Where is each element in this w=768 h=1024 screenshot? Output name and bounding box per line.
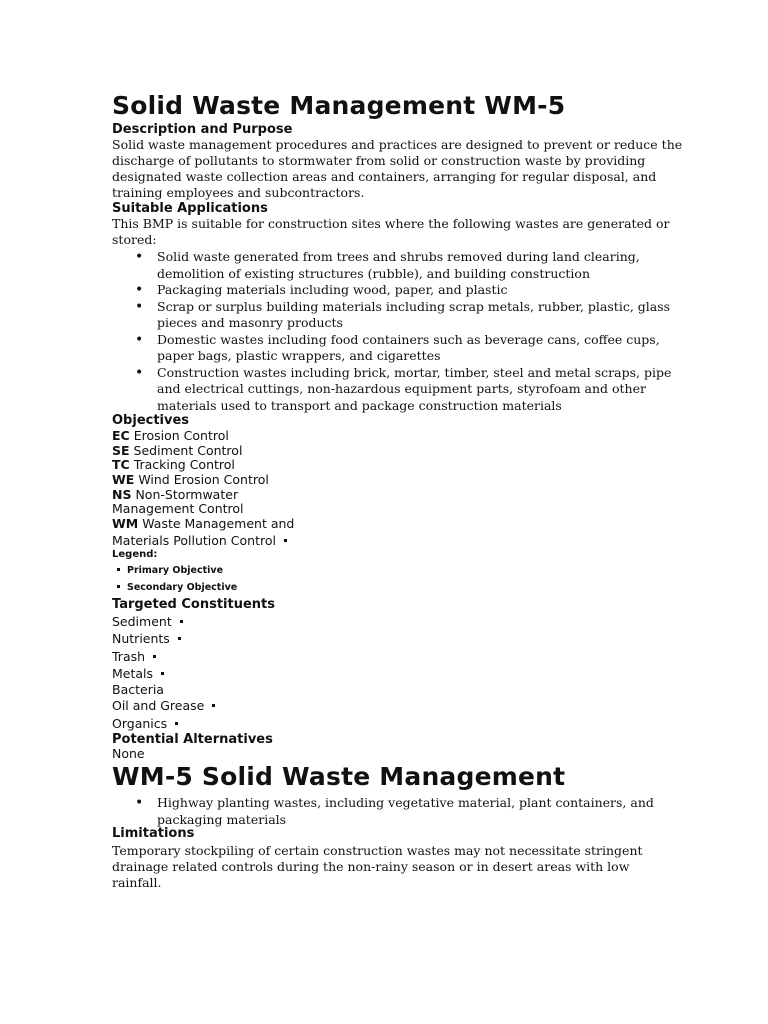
description-heading: Description and Purpose: [112, 122, 293, 137]
list-item-line: demolition of existing structures (rubble), and building construction: [157, 265, 590, 281]
legend-primary: [117, 565, 223, 577]
bullet-icon: •: [135, 331, 144, 348]
constituent-bacteria: [112, 682, 164, 697]
legend-label: Primary Objective: [127, 565, 224, 576]
description-line: Solid waste management procedures and practices are designed to prevent or reduce the: [112, 137, 683, 152]
objective-code: NS: [112, 487, 132, 502]
limitations-line: drainage related controls during the non-rainy season or in desert areas with low: [112, 859, 630, 874]
suitable-applications-line: stored:: [112, 232, 157, 247]
legend-label: Secondary Objective: [127, 582, 238, 593]
list-item: [112, 332, 671, 365]
marker-icon: [212, 704, 215, 707]
constituent-label: Sediment: [112, 614, 172, 629]
limitations-text: [112, 843, 672, 891]
marker-icon: [178, 637, 181, 640]
constituent-label: Organics: [112, 716, 168, 731]
waste-types-list: [112, 249, 671, 414]
suitable-applications-line: This BMP is suitable for construction sites where the following wastes are generated or: [112, 216, 670, 231]
description-line: discharge of pollutants to stormwater from solid or construction waste by providing: [112, 153, 646, 168]
objective-we: [112, 472, 269, 487]
list-item: [112, 795, 654, 828]
suitable-applications-heading: Suitable Applications: [112, 201, 268, 216]
constituent-trash: [112, 649, 156, 664]
list-item: [112, 365, 671, 415]
objective-ec: [112, 428, 229, 443]
constituent-label: Bacteria: [112, 682, 164, 697]
potential-alternatives-value: None: [112, 746, 145, 761]
objective-label: Tracking Control: [133, 457, 235, 472]
list-item-line: Solid waste generated from trees and shrubs removed during land clearing,: [157, 249, 640, 264]
potential-alternatives-heading: Potential Alternatives: [112, 732, 273, 747]
bullet-icon: •: [135, 249, 144, 265]
objective-label: Materials Pollution Control: [112, 533, 276, 548]
constituent-nutrients: [112, 631, 181, 646]
constituent-organics: [112, 716, 178, 731]
objective-label: Waste Management and: [142, 516, 295, 531]
constituent-label: Trash: [112, 649, 146, 664]
primary-marker-icon: [117, 568, 120, 571]
objective-label: Wind Erosion Control: [138, 472, 269, 487]
description-text: [112, 137, 683, 201]
objective-ns: [112, 487, 238, 502]
marker-icon: [180, 620, 183, 623]
objective-code: WM: [112, 516, 139, 531]
page-title: Solid Waste Management WM-5: [112, 91, 566, 120]
objective-code: SE: [112, 443, 130, 458]
objective-code: EC: [112, 428, 130, 443]
section-title: WM-5 Solid Waste Management: [112, 762, 566, 791]
objective-wm: [112, 516, 294, 531]
marker-icon: [153, 655, 156, 658]
list-item-line: packaging materials: [157, 811, 287, 827]
list-item-line: and electrical cuttings, non-hazardous equipment parts, styrofoam and other: [157, 381, 646, 396]
bullet-icon: •: [135, 364, 144, 381]
objective-code: TC: [112, 457, 130, 472]
list-item-line: paper bags, plastic wrappers, and cigarettes: [157, 348, 441, 363]
objective-label: Sediment Control: [133, 443, 243, 458]
objectives-heading: Objectives: [112, 413, 190, 428]
marker-icon: [175, 722, 178, 725]
list-item-line: Packaging materials including wood, paper, and plastic: [157, 282, 508, 297]
bullet-icon: •: [135, 795, 144, 811]
secondary-marker-icon: [117, 585, 120, 588]
objective-se: [112, 443, 242, 458]
constituent-label: Metals: [112, 666, 154, 681]
description-line: training employees and subcontractors.: [112, 185, 365, 200]
constituent-label: Nutrients: [112, 631, 170, 646]
bullet-icon: •: [135, 298, 144, 315]
list-item-line: Scrap or surplus building materials including scrap metals, rubber, plastic, glass: [157, 298, 671, 314]
limitations-heading: Limitations: [112, 826, 195, 841]
targeted-constituents-heading: Targeted Constituents: [112, 597, 275, 612]
objective-wm-continued: [112, 533, 287, 548]
constituent-oil-and-grease: [112, 698, 215, 713]
list-item: [112, 249, 671, 282]
bullet-icon: •: [135, 282, 144, 298]
objective-code: WE: [112, 472, 135, 487]
suitable-applications-text: [112, 216, 672, 248]
constituent-sediment: [112, 614, 183, 629]
list-item-line: Highway planting wastes, including vegetative material, plant containers, and: [157, 795, 654, 810]
list-item-line: materials used to transport and package construction materials: [157, 397, 562, 413]
objective-tc: [112, 457, 235, 472]
list-item: [112, 282, 671, 299]
objective-label: Non-Stormwater: [135, 487, 239, 502]
description-line: designated waste collection areas and containers, arranging for regular disposal, and: [112, 169, 657, 184]
limitations-line: rainfall.: [112, 875, 162, 890]
objective-label: Erosion Control: [133, 428, 229, 443]
constituent-metals: [112, 666, 164, 681]
primary-marker-icon: [284, 539, 287, 542]
limitations-line: Temporary stockpiling of certain construction wastes may not necessitate stringent: [112, 843, 643, 858]
legend-secondary: [117, 582, 237, 594]
list-item-line: pieces and masonry products: [157, 315, 343, 330]
list-item-line: Construction wastes including brick, mortar, timber, steel and metal scraps, pipe: [157, 364, 672, 380]
constituent-label: Oil and Grease: [112, 698, 205, 713]
legend-heading: Legend:: [112, 549, 158, 560]
planting-waste-list: [112, 795, 654, 828]
objective-ns-continued: Management Control: [112, 501, 244, 516]
list-item-line: Domestic wastes including food containers such as beverage cans, coffee cups,: [157, 331, 660, 347]
list-item: [112, 299, 671, 332]
marker-icon: [161, 672, 164, 675]
